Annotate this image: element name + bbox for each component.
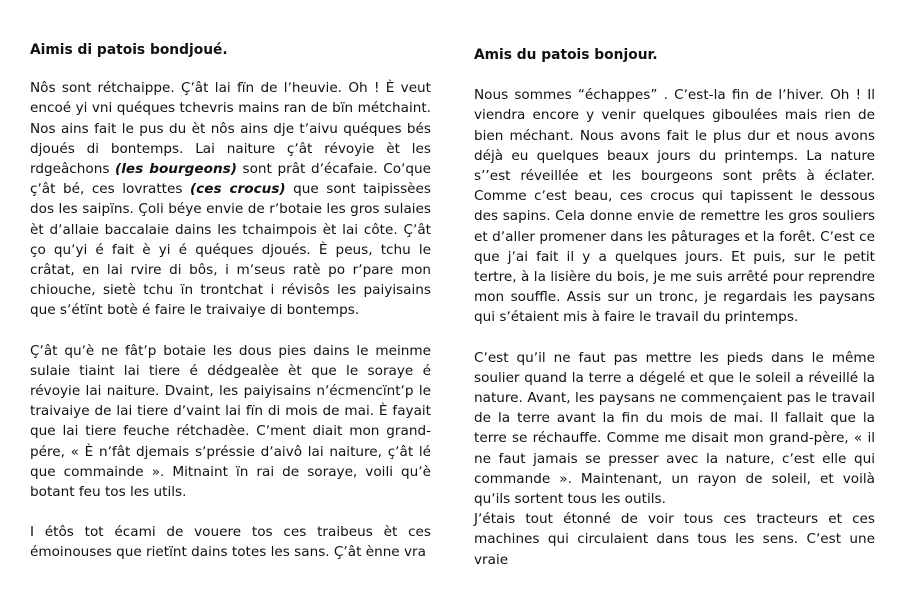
patois-paragraph-3: I étôs tot écami de vouere tos ces traibeus èt ces émoinouses que rietïnt dains totes les sans. Çʼât ènne vra <box>30 524 431 561</box>
french-column <box>474 45 875 590</box>
patois-p1-run: Nôs sont rétchaippe. Çʼât lai fïn de lʼheuvie. Oh ! È veut encoé yi vni quéques tchevris mains ran de bïn métchaint. Nos ains fait le pus du èt nôs ains dje tʼaivu quéques bés djoués di bontemps. Lai naiture çʼât révoyie èt les rdgeâchons <box>30 80 431 178</box>
patois-p1-run: sont prât dʼécafaie. Coʼque çʼât bé, ces lovrattes <box>30 161 431 198</box>
patois-paragraph-2: Çʼât quʼè ne fâtʼp botaie les dous pies dains le meinme sulaie tiaint lai tiere é dédgealèe èt que le soraye é révoyie lai naiture. Dvaint, les paiyisains nʼécmencïntʼp le traivaiye de lai tiere dʼvaint lai fïn di mois de mai. È fayait que lai tiere feuche rétchadèe. Cʼment diait mon grand-pére, « È nʼfât djemais sʼpréssie dʼaivô lai naiture, çʼât lé que commainde ». Mitnaint ïn rai de soraye, voili quʼè botant feu tos les utils. <box>30 342 431 501</box>
patois-title: Aimis di patois bondjoué. <box>30 42 228 58</box>
french-paragraph-2: Cʼest quʼil ne faut pas mettre les pieds dans le même soulier quand la terre a dégelé et que le soleil a réveillé la nature. Avant, les paysans ne commençaient pas le travail de la terre avant la fin du mois de mai. Il fallait que la terre se réchauffe. Comme me disait mon grand-père, « il ne faut jamais se presser avec la nature, cʼest elle qui commande ». Maintenant, un rayon de soleil, et voilà quʼils sortent tous les outils. <box>474 349 875 508</box>
french-paragraph-1: Nous sommes “échappes” . Cʼest-la fin de lʼhiver. Oh ! Il viendra encore y venir quelques giboulées mais rien de bien méchant. Nous avons fait le plus dur et nous avons déjà eu quelques beaux jours du printemps. La nature s’’est réveillée et les bourgeons sont prêts à éclater. Comme cʼest beau, ces crocus qui tapissent le dessous des sapins. Cela donne envie de remettre les gros souliers et dʼaller promener dans les pâturages et la forêt. Cʼest ce que jʼai fait il y a quelques jours. Et puis, sur le petit tertre, à la lisière du bois, je me suis arrêté pour reprendre mon souffle. Assis sur un tronc, je regardais les paysans qui sʼétaient mis à faire le travail du printemps. <box>474 87 875 326</box>
french-paragraph-3: Jʼétais tout étonné de voir tous ces tracteurs et ces machines qui circulaient dans tous les sens. Cʼest une vraie <box>474 511 875 568</box>
patois-column <box>30 40 431 583</box>
patois-p1-run: que sont taipissèes dos les saipïns. Çoli béye envie de rʼbotaie les gros sulaies èt dʼallaie baccalaie dains les tchaimpois èt lai côte. Çʼât ço quʼyi é fait è yi é quéques djoués. È peus, tchu le crâtat, en lai rvire di bôs, i mʼseus ratè po rʼpare mon chiouche, sietè tchu ïn trontchat i révisôs les paiyisains que sʼétïnt botè é faire le traivaiye di bontemps. <box>30 181 431 319</box>
patois-p1-gloss-bourgeons: (les bourgeons) <box>115 161 237 178</box>
patois-paragraph-1 <box>30 78 431 320</box>
patois-p1-gloss-crocus: (ces crocus) <box>189 181 286 198</box>
french-title: Amis du patois bonjour. <box>474 47 658 63</box>
